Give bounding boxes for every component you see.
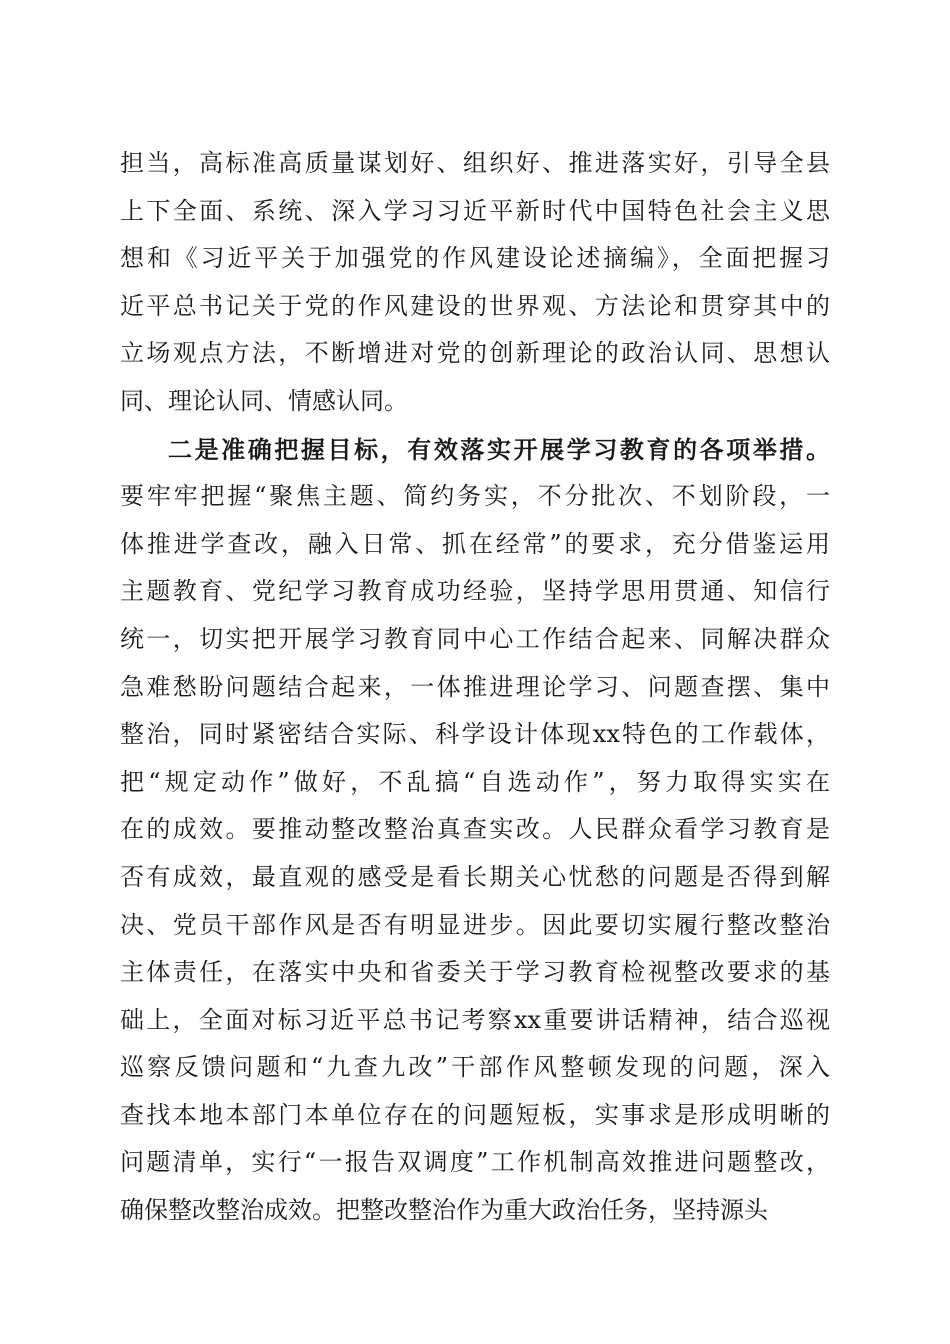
- text-line: 想和《习近平关于加强党的作风建设论述摘编》，全面把握习: [120, 244, 830, 273]
- text-line: 立场观点方法，不断增进对党的创新理论的政治认同、思想认: [120, 339, 830, 368]
- text-line: 在的成效。要推动整改整治真查实改。人民群众看学习教育是: [120, 815, 830, 844]
- text-line: 整治，同时紧密结合实际、科学设计体现xx特色的工作载体，: [120, 720, 830, 749]
- text-line: 否有成效，最直观的感受是看长期关心忧愁的问题是否得到解: [120, 862, 830, 891]
- text-line: 同、理论认同、情感认同。: [120, 386, 408, 415]
- text-line: 决、党员干部作风是否有明显进步。因此要切实履行整改整治: [120, 910, 830, 939]
- paragraph-2: [120, 426, 830, 1235]
- text-line: 问题清单，实行“一报告双调度”工作机制高效推进问题整改，: [120, 1148, 830, 1177]
- text-line: 上下全面、系统、深入学习习近平新时代中国特色社会主义思: [120, 196, 830, 225]
- text-line: 确保整改整治成效。把整改整治作为重大政治任务，坚持源头: [120, 1196, 768, 1225]
- body-text: [120, 140, 830, 1235]
- text-line: 要牢牢把握“聚焦主题、简约务实，不分批次、不划阶段，一: [120, 482, 830, 511]
- text-line: 体推进学查改，融入日常、抓在经常”的要求，充分借鉴运用: [120, 529, 830, 558]
- paragraph-1: [120, 140, 830, 426]
- text-line: 担当，高标准高质量谋划好、组织好、推进落实好，引导全县: [120, 149, 830, 177]
- text-line: 主体责任，在落实中央和省委关于学习教育检视整改要求的基: [120, 958, 830, 987]
- text-line: 急难愁盼问题结合起来，一体推进理论学习、问题查摆、集中: [120, 672, 830, 701]
- text-line: 础上，全面对标习近平总书记考察xx重要讲话精神，结合巡视: [120, 1005, 830, 1034]
- text-line: 近平总书记关于党的作风建设的世界观、方法论和贯穿其中的: [120, 291, 830, 320]
- section-heading: 二是准确把握目标，有效落实开展学习教育的各项举措。: [168, 434, 830, 464]
- text-line: 把“规定动作”做好，不乱搞“自选动作”，努力取得实实在: [120, 767, 830, 796]
- text-line: 统一，切实把开展学习教育同中心工作结合起来、同解决群众: [120, 624, 830, 653]
- text-line: 主题教育、党纪学习教育成功经验，坚持学思用贯通、知信行: [120, 577, 830, 606]
- text-line: 巡察反馈问题和“九查九改”干部作风整顿发现的问题，深入: [120, 1053, 830, 1082]
- text-line: 查找本地本部门本单位存在的问题短板，实事求是形成明晰的: [120, 1100, 830, 1129]
